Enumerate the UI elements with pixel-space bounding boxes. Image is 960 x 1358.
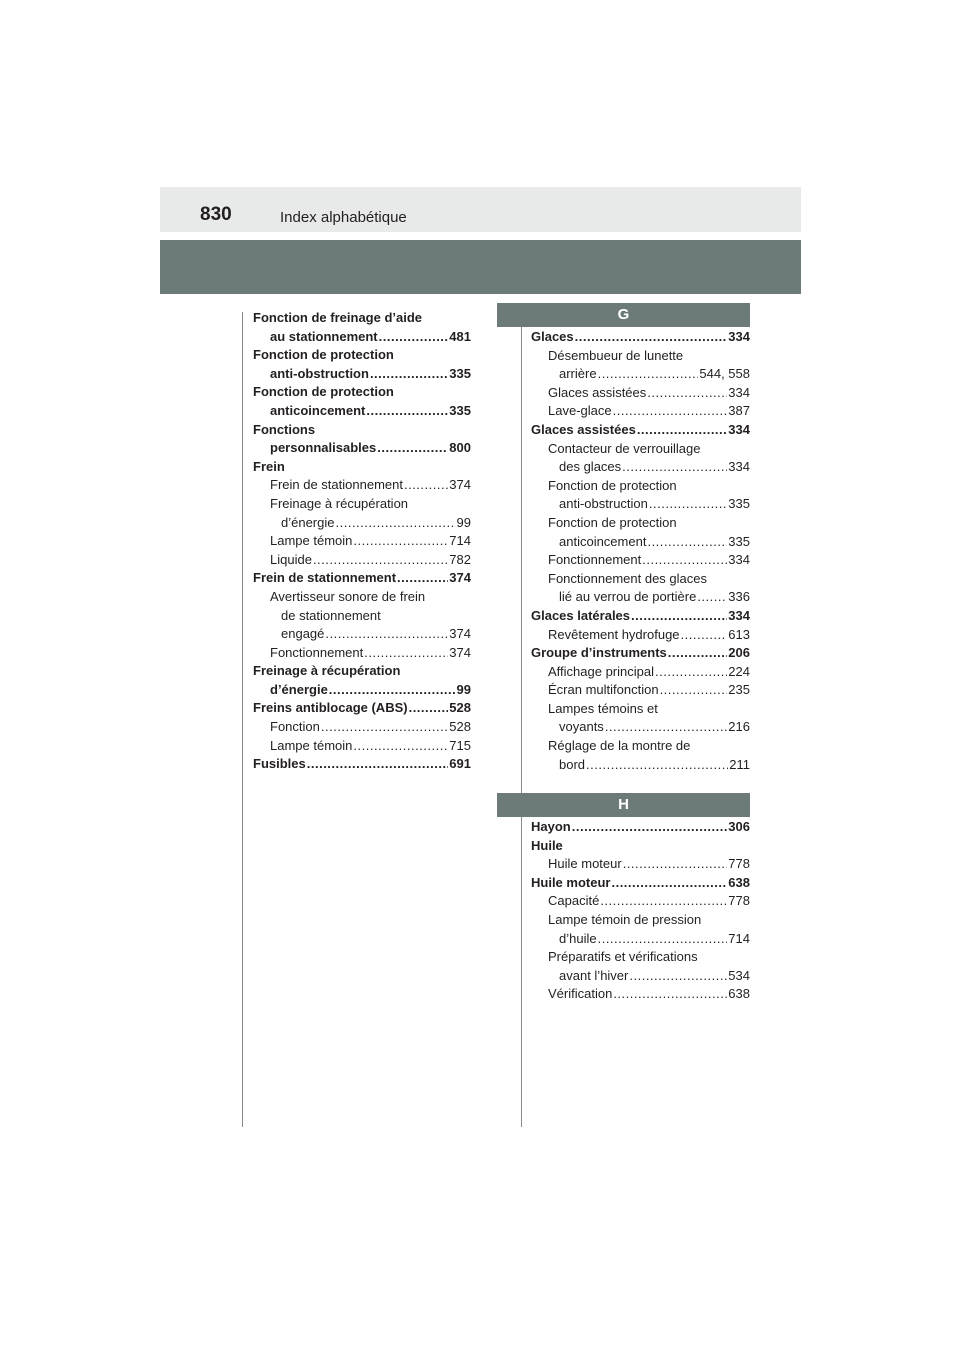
index-entry-page: 638 [728, 874, 750, 890]
index-entry [531, 837, 750, 856]
index-entry [253, 476, 471, 495]
index-entry-text: Fonctionnement [270, 644, 364, 660]
index-entry [253, 607, 471, 626]
index-entry-text: Lampe témoin [270, 737, 353, 753]
dot-leader [637, 421, 727, 440]
dot-leader [622, 458, 727, 477]
dot-leader [586, 756, 728, 775]
index-entry-page: 335 [728, 533, 750, 549]
dot-leader [600, 892, 727, 911]
index-entry-text: Glaces latérales [531, 607, 631, 623]
index-entry-page: 206 [728, 645, 750, 661]
index-column-g [531, 328, 750, 774]
index-entry-text: Écran multifonction [548, 682, 659, 698]
index-entry-text: Freinage à récupération [253, 663, 401, 679]
index-entry-text: Lave-glace [548, 403, 612, 419]
index-entry-page: 99 [456, 514, 471, 530]
index-entry-text: Lampes témoins et [548, 700, 658, 716]
index-entry-page: 334 [728, 329, 750, 344]
index-entry-text: Frein [253, 458, 285, 474]
dot-leader [647, 384, 727, 403]
index-entry [253, 588, 471, 607]
index-entry-text: anticoincement [559, 533, 647, 549]
index-entry [531, 607, 750, 626]
index-entry [531, 892, 750, 911]
dot-leader [572, 818, 728, 837]
dot-leader [629, 967, 727, 986]
index-entry-page: 778 [728, 856, 750, 872]
index-entry [531, 421, 750, 440]
index-entry-page: 613 [728, 626, 750, 642]
index-entry-text: bord [559, 756, 586, 772]
index-entry [531, 948, 750, 967]
index-entry [253, 532, 471, 551]
dot-leader [605, 718, 727, 737]
index-entry-text: d’énergie [270, 681, 328, 697]
dot-leader [660, 681, 728, 700]
index-entry [253, 421, 471, 440]
index-entry-page: 336 [728, 589, 750, 605]
dot-leader [307, 755, 449, 774]
index-entry-text: Huile moteur [531, 874, 611, 890]
index-entry-page: 306 [728, 819, 750, 834]
index-entry [531, 911, 750, 930]
index-entry-page: 235 [728, 682, 750, 698]
index-entry-text: engagé [281, 626, 325, 642]
section-letter-h: H [497, 793, 750, 817]
index-entry [253, 439, 471, 458]
index-entry-text: avant l’hiver [559, 967, 629, 983]
dot-leader [623, 855, 728, 874]
index-entry-page: 714 [728, 930, 750, 946]
index-entry-page: 800 [449, 440, 471, 456]
index-entry-page: 638 [728, 986, 750, 1002]
index-entry [253, 402, 471, 421]
index-entry-page: 374 [449, 477, 471, 493]
page-number: 830 [200, 204, 232, 225]
index-entry [531, 700, 750, 719]
index-entry [531, 440, 750, 459]
index-entry-text: anticoincement [270, 402, 366, 418]
dot-leader [325, 625, 448, 644]
index-entry-text: Fonction de freinage d’aide [253, 310, 423, 325]
index-entry [531, 588, 750, 607]
dot-leader [598, 365, 699, 384]
index-entry [531, 985, 750, 1004]
index-entry-page: 334 [728, 421, 750, 437]
index-entry [253, 718, 471, 737]
index-entry [531, 495, 750, 514]
index-entry [253, 569, 471, 588]
index-entry-page: 544, 558 [699, 366, 750, 382]
index-entry [253, 625, 471, 644]
dot-leader [321, 718, 448, 737]
index-entry-text: arrière [559, 366, 597, 382]
index-entry [253, 309, 471, 328]
dot-leader [364, 644, 448, 663]
index-entry [531, 818, 750, 837]
index-entry [253, 346, 471, 365]
index-entry-text: Fonction [270, 719, 320, 735]
index-entry [253, 383, 471, 402]
index-entry-text: Huile moteur [548, 856, 622, 872]
dot-leader [598, 930, 728, 949]
index-entry-page: 778 [728, 893, 750, 909]
index-entry [253, 737, 471, 756]
index-entry-text: personnalisables [270, 440, 377, 456]
index-entry [531, 347, 750, 366]
index-entry-text: Freinage à récupération [270, 495, 409, 511]
dot-leader [613, 985, 727, 1004]
index-column-left [253, 309, 471, 774]
index-entry [253, 495, 471, 514]
index-entry [531, 533, 750, 552]
index-entry-page: 335 [449, 365, 471, 381]
index-entry-page: 691 [449, 756, 471, 772]
index-entry-text: au stationnement [270, 328, 378, 344]
index-entry [531, 737, 750, 756]
index-entry-text: d’énergie [281, 514, 335, 530]
dot-leader [379, 328, 449, 347]
dot-leader [647, 533, 727, 552]
index-entry-page: 714 [449, 533, 471, 549]
index-entry [253, 681, 471, 700]
header-bar [160, 187, 801, 232]
index-entry [531, 458, 750, 477]
section-letter-g: G [497, 303, 750, 327]
index-entry-text: Freins antiblocage (ABS) [253, 700, 408, 716]
dot-leader [353, 737, 448, 756]
index-entry-text: Huile [531, 837, 563, 853]
index-entry-page: 528 [449, 719, 471, 735]
index-entry-text: Frein de stationnement [253, 570, 397, 586]
dot-leader [655, 663, 727, 682]
index-entry-page: 334 [728, 459, 750, 475]
index-entry-text: Revêtement hydrofuge [548, 626, 680, 642]
index-entry [253, 755, 471, 774]
index-entry-text: Liquide [270, 551, 312, 567]
index-entry [531, 384, 750, 403]
index-entry-page: 715 [449, 737, 471, 753]
index-entry [253, 514, 471, 533]
index-entry-text: Fonction de protection [548, 477, 677, 493]
dot-leader [697, 588, 727, 607]
index-entry-text: Avertisseur sonore de frein [270, 588, 426, 604]
index-entry-text: Réglage de la montre de [548, 738, 691, 754]
index-entry-page: 211 [729, 756, 750, 772]
index-entry-page: 224 [728, 663, 750, 679]
index-entry-text: Désembueur de lunette [548, 347, 684, 363]
dot-leader [613, 402, 728, 421]
dot-leader [377, 439, 448, 458]
index-entry-page: 528 [449, 700, 471, 716]
index-entry-page: 216 [728, 719, 750, 735]
index-entry [531, 663, 750, 682]
index-entry [531, 874, 750, 893]
index-entry-page: 335 [728, 496, 750, 512]
index-entry [531, 328, 750, 347]
index-entry [253, 551, 471, 570]
index-entry [531, 626, 750, 645]
dot-leader [575, 328, 728, 347]
index-entry-page: 374 [449, 626, 471, 642]
dot-leader [642, 551, 727, 570]
dot-leader [611, 874, 727, 893]
index-entry-text: Contacteur de verrouillage [548, 440, 701, 456]
index-entry-text: de stationnement [281, 607, 381, 623]
index-entry [531, 718, 750, 737]
index-entry [531, 514, 750, 533]
dot-leader [313, 551, 448, 570]
index-entry-page: 334 [728, 552, 750, 568]
index-entry [253, 365, 471, 384]
index-entry [531, 756, 750, 775]
index-entry-text: Fonctionnement [548, 552, 642, 568]
index-entry [531, 402, 750, 421]
index-entry-text: Préparatifs et vérifications [548, 949, 698, 965]
index-entry [531, 967, 750, 986]
index-entry-page: 99 [456, 681, 471, 697]
index-entry-text: anti-obstruction [559, 496, 648, 512]
dot-leader [336, 514, 456, 533]
index-entry-text: Fonction de protection [253, 384, 394, 400]
column-divider-middle [521, 312, 522, 1127]
index-entry-page: 374 [449, 644, 471, 660]
index-entry-text: Fusibles [253, 756, 306, 772]
index-entry [531, 551, 750, 570]
index-entry [253, 699, 471, 718]
index-entry-page: 334 [728, 384, 750, 400]
index-entry-text: voyants [559, 719, 604, 735]
index-entry-text: Glaces [531, 329, 574, 344]
index-entry-page: 782 [449, 551, 471, 567]
index-entry [253, 458, 471, 477]
index-entry-page: 481 [449, 328, 471, 344]
index-entry-page: 374 [449, 570, 471, 586]
index-entry-text: Vérification [548, 986, 613, 1002]
index-entry-page: 387 [728, 403, 750, 419]
index-entry [531, 477, 750, 496]
index-entry-text: Lampe témoin [270, 533, 353, 549]
dot-leader [370, 365, 448, 384]
index-entry-text: anti-obstruction [270, 365, 369, 381]
index-entry [531, 570, 750, 589]
dot-leader [409, 699, 449, 718]
index-entry-text: des glaces [559, 459, 622, 475]
index-entry-text: Glaces assistées [548, 384, 647, 400]
index-entry-text: Fonctions [253, 421, 316, 437]
column-divider-left [242, 312, 243, 1127]
index-entry-text: Fonctionnement des glaces [548, 570, 707, 586]
index-entry-text: Frein de stationnement [270, 477, 403, 493]
index-entry-text: Fonction de protection [253, 347, 394, 363]
index-entry-page: 335 [449, 402, 471, 418]
index-entry [531, 855, 750, 874]
dot-leader [329, 681, 456, 700]
dot-leader [631, 607, 727, 626]
dot-leader [681, 626, 728, 645]
section-title: Index alphabétique [280, 209, 407, 226]
index-column-h [531, 818, 750, 1004]
index-entry [253, 328, 471, 347]
index-entry-text: Glaces assistées [531, 421, 636, 437]
index-entry [531, 681, 750, 700]
index-entry-text: Affichage principal [548, 663, 654, 679]
index-entry-text: Lampe témoin de pression [548, 911, 702, 927]
index-entry-page: 334 [728, 607, 750, 623]
index-entry [531, 644, 750, 663]
index-entry-page: 534 [728, 967, 750, 983]
header-band [160, 240, 801, 294]
dot-leader [404, 476, 448, 495]
index-entry [531, 930, 750, 949]
dot-leader [397, 569, 448, 588]
index-entry-text: d’huile [559, 930, 597, 946]
index-entry [531, 365, 750, 384]
dot-leader [366, 402, 448, 421]
index-entry [253, 662, 471, 681]
index-entry-text: Groupe d’instruments [531, 645, 667, 661]
index-entry-text: Hayon [531, 819, 571, 834]
dot-leader [668, 644, 728, 663]
dot-leader [649, 495, 727, 514]
index-entry-text: lié au verrou de portière [559, 589, 697, 605]
index-entry [253, 644, 471, 663]
index-entry-text: Capacité [548, 893, 600, 909]
index-entry-text: Fonction de protection [548, 514, 677, 530]
dot-leader [353, 532, 448, 551]
